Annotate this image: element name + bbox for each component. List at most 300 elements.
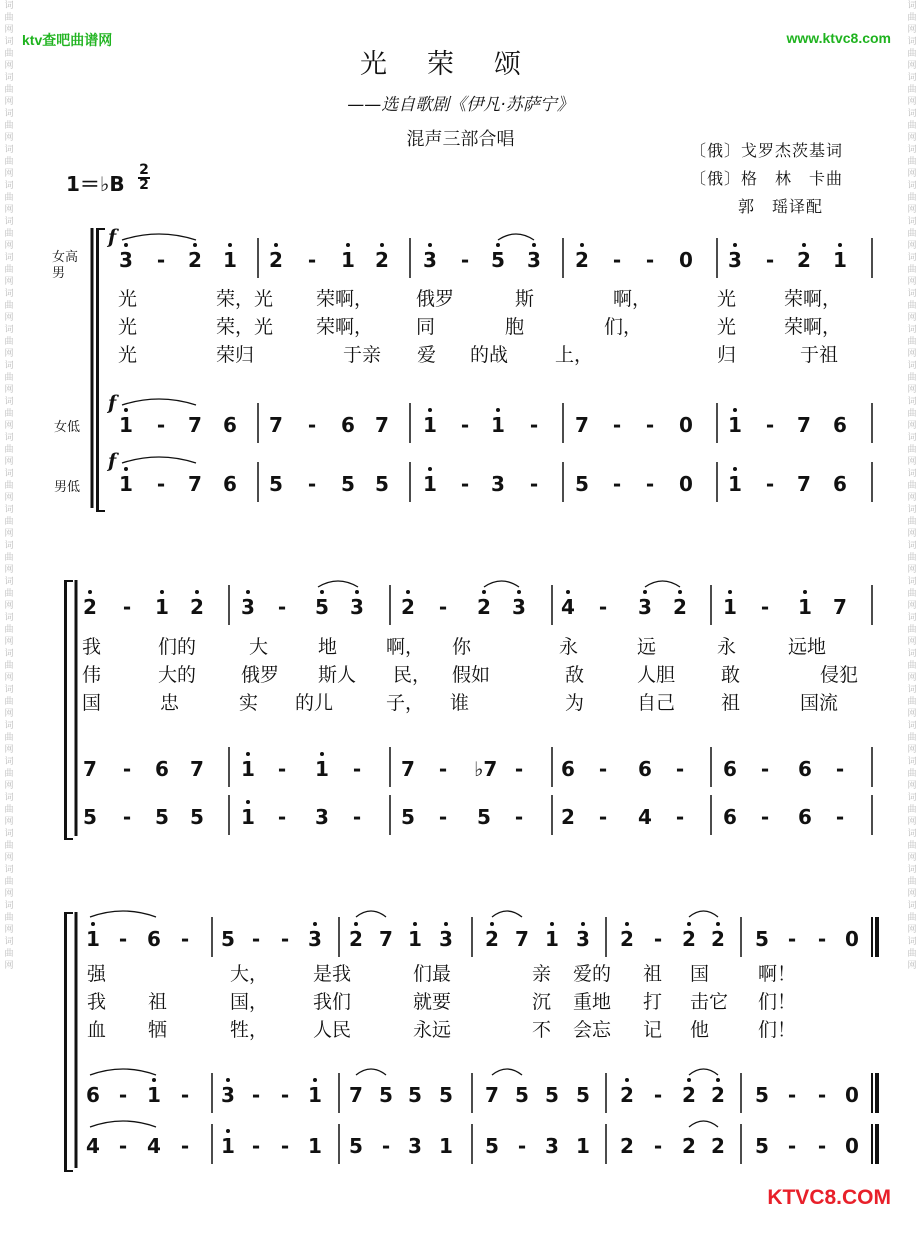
bass-note: - bbox=[438, 805, 448, 829]
bass-note: 3 bbox=[408, 1134, 422, 1158]
melody-note: 2 bbox=[83, 595, 97, 619]
bass-note: - bbox=[307, 472, 317, 496]
bass-note: 6 bbox=[798, 805, 812, 829]
lyric-word: 自己 bbox=[637, 692, 676, 714]
bass-note: 1 bbox=[221, 1134, 235, 1158]
bass-note: 5 bbox=[155, 805, 169, 829]
octave-dot bbox=[346, 243, 350, 247]
slur bbox=[492, 1069, 522, 1075]
side-watermark-right: 词曲网词曲网词曲网词曲网词曲网词曲网词曲网词曲网词曲网词曲网词曲网词曲网词曲网词曲网词曲网词曲网词曲网词曲网词曲网词曲网词曲网词曲网词曲网词曲网词曲网词曲网词曲网 bbox=[907, 1, 917, 971]
bass-note: 5 bbox=[349, 1134, 363, 1158]
bass-note: 5 bbox=[190, 805, 204, 829]
bass-note: 7 bbox=[797, 472, 811, 496]
alto-note: 1 bbox=[241, 757, 255, 781]
slur bbox=[689, 1069, 718, 1075]
octave-dot bbox=[716, 922, 720, 926]
bass-note: - bbox=[787, 1134, 797, 1158]
bass-note: 7 bbox=[188, 472, 202, 496]
lyric-word: 上， bbox=[555, 344, 594, 366]
lyric-word: 们最 bbox=[413, 963, 452, 985]
octave-dot bbox=[496, 408, 500, 412]
melody-note: 5 bbox=[491, 248, 505, 272]
alto-note: - bbox=[307, 413, 317, 437]
alto-note: - bbox=[653, 1083, 663, 1107]
melody-note: - bbox=[122, 595, 132, 619]
octave-dot bbox=[625, 1078, 629, 1082]
bass-note: 5 bbox=[575, 472, 589, 496]
bass-note: - bbox=[277, 805, 287, 829]
alto-note: 7 bbox=[188, 413, 202, 437]
lyric-word: 地 bbox=[318, 636, 338, 658]
bass-note: - bbox=[122, 805, 132, 829]
bass-note: - bbox=[517, 1134, 527, 1158]
lyric-word: 侵犯 bbox=[820, 664, 859, 686]
lyric-word: 荣啊， bbox=[784, 316, 842, 338]
part-label-soprano-tenor: 女高男 bbox=[52, 250, 79, 281]
lyric-word: 假如 bbox=[452, 664, 491, 686]
bass-note: - bbox=[529, 472, 539, 496]
melody-note: - bbox=[645, 248, 655, 272]
lyric-word: 爱的 bbox=[573, 963, 612, 985]
lyric-word: 大 bbox=[249, 636, 269, 658]
lyric-word: 亲 bbox=[532, 963, 552, 985]
alto-note: 5 bbox=[576, 1083, 590, 1107]
octave-dot bbox=[195, 590, 199, 594]
composer-credit: 〔俄〕格 林 卡曲 bbox=[690, 169, 844, 188]
lyric-word: 永 bbox=[559, 636, 579, 658]
lyric-word: 牺 bbox=[148, 1019, 168, 1041]
melody-note: 3 bbox=[638, 595, 652, 619]
alto-note: 5 bbox=[439, 1083, 453, 1107]
lyric-word: 打 bbox=[643, 991, 663, 1013]
octave-dot bbox=[152, 1078, 156, 1082]
melody-note: 5 bbox=[755, 927, 769, 951]
subtitle: ——选自歌剧《伊凡·苏萨宁》 bbox=[347, 95, 574, 115]
octave-dot bbox=[496, 243, 500, 247]
octave-dot bbox=[226, 1078, 230, 1082]
alto-note: 5 bbox=[755, 1083, 769, 1107]
bass-note: - bbox=[514, 805, 524, 829]
lyric-word: 斯 bbox=[515, 288, 535, 310]
bass-note: 0 bbox=[845, 1134, 859, 1158]
octave-dot bbox=[482, 590, 486, 594]
bass-note: 1 bbox=[119, 472, 133, 496]
octave-dot bbox=[228, 243, 232, 247]
lyric-word: 国流 bbox=[800, 692, 839, 714]
lyric-word: 的战 bbox=[470, 344, 509, 366]
alto-note: - bbox=[156, 413, 166, 437]
lyric-word: 血 bbox=[87, 1019, 107, 1041]
bass-note: - bbox=[835, 805, 845, 829]
melody-note: - bbox=[765, 248, 775, 272]
alto-note: - bbox=[787, 1083, 797, 1107]
melody-note: 7 bbox=[833, 595, 847, 619]
slur bbox=[689, 1121, 718, 1127]
alto-note: - bbox=[675, 757, 685, 781]
slur bbox=[356, 1069, 386, 1075]
bass-note: 3 bbox=[545, 1134, 559, 1158]
lyric-word: 就要 bbox=[413, 991, 452, 1013]
alto-note: - bbox=[277, 757, 287, 781]
octave-dot bbox=[313, 1078, 317, 1082]
alto-note: - bbox=[118, 1083, 128, 1107]
bass-note: 5 bbox=[485, 1134, 499, 1158]
lyric-word: 啊， bbox=[613, 288, 652, 310]
bass-note: - bbox=[817, 1134, 827, 1158]
melody-note: 3 bbox=[423, 248, 437, 272]
lyric-word: 民， bbox=[393, 664, 432, 686]
bass-note: - bbox=[280, 1134, 290, 1158]
lyric-word: 归 bbox=[717, 344, 737, 366]
lyric-word: 的儿 bbox=[295, 692, 334, 714]
lyric-word: 人民 bbox=[313, 1019, 352, 1041]
lyric-word: 胞 bbox=[505, 316, 525, 338]
bass-note: 3 bbox=[315, 805, 329, 829]
alto-note: 7 bbox=[375, 413, 389, 437]
alto-note: 1 bbox=[315, 757, 329, 781]
alto-note: - bbox=[645, 413, 655, 437]
bass-note: 1 bbox=[241, 805, 255, 829]
melody-note: 3 bbox=[439, 927, 453, 951]
lyric-word: 不 bbox=[532, 1019, 552, 1041]
alto-note: 5 bbox=[545, 1083, 559, 1107]
melody-note: 2 bbox=[485, 927, 499, 951]
lyric-word: 击它 bbox=[690, 991, 729, 1013]
lyric-word: 实 bbox=[239, 692, 259, 714]
lyric-word: 敢 bbox=[721, 664, 741, 686]
melody-note: 1 bbox=[408, 927, 422, 951]
alto-note: 7 bbox=[190, 757, 204, 781]
lyric-word: 敌 bbox=[565, 664, 585, 686]
bass-note: 4 bbox=[86, 1134, 100, 1158]
octave-dot bbox=[274, 243, 278, 247]
alto-note: 7 bbox=[349, 1083, 363, 1107]
lyric-word: 人胆 bbox=[637, 664, 676, 686]
bass-note: 5 bbox=[477, 805, 491, 829]
melody-note: 2 bbox=[673, 595, 687, 619]
octave-dot bbox=[733, 243, 737, 247]
octave-dot bbox=[625, 922, 629, 926]
octave-dot bbox=[643, 590, 647, 594]
alto-note: 7 bbox=[797, 413, 811, 437]
melody-note: 2 bbox=[575, 248, 589, 272]
melody-note: - bbox=[817, 927, 827, 951]
lyric-word: 们！ bbox=[758, 1019, 797, 1041]
alto-note: 6 bbox=[86, 1083, 100, 1107]
octave-dot bbox=[803, 590, 807, 594]
melody-note: - bbox=[598, 595, 608, 619]
melody-note: 1 bbox=[223, 248, 237, 272]
site-logo-bottom[interactable]: KTVC8.COM bbox=[767, 1186, 891, 1209]
bass-note: - bbox=[460, 472, 470, 496]
alto-note: - bbox=[280, 1083, 290, 1107]
octave-dot bbox=[380, 243, 384, 247]
alto-note: - bbox=[180, 1083, 190, 1107]
alto-note: - bbox=[598, 757, 608, 781]
lyric-word: 爱 bbox=[417, 344, 437, 366]
octave-dot bbox=[428, 243, 432, 247]
bass-note: 1 bbox=[308, 1134, 322, 1158]
octave-dot bbox=[413, 922, 417, 926]
bass-note: - bbox=[645, 472, 655, 496]
melody-note: - bbox=[787, 927, 797, 951]
slur bbox=[122, 399, 196, 405]
alto-note: 7 bbox=[269, 413, 283, 437]
bass-note: 5 bbox=[83, 805, 97, 829]
octave-dot bbox=[354, 922, 358, 926]
alto-note: - bbox=[460, 413, 470, 437]
lyric-word: 啊！ bbox=[758, 963, 797, 985]
slur bbox=[498, 234, 534, 240]
melody-note: - bbox=[180, 927, 190, 951]
lyric-word: 光 bbox=[118, 288, 138, 310]
octave-dot bbox=[313, 922, 317, 926]
lyric-word: 远地 bbox=[788, 636, 827, 658]
octave-dot bbox=[246, 590, 250, 594]
alto-note: - bbox=[529, 413, 539, 437]
bass-note: 6 bbox=[723, 805, 737, 829]
alto-note: 6 bbox=[798, 757, 812, 781]
slur bbox=[356, 911, 386, 917]
alto-note: 1 bbox=[119, 413, 133, 437]
melody-note: 1 bbox=[723, 595, 737, 619]
lyric-word: 俄罗 bbox=[241, 664, 280, 686]
melody-note: 3 bbox=[527, 248, 541, 272]
translator-credit: 郭 瑶译配 bbox=[738, 197, 824, 216]
lyric-word: 荣啊， bbox=[316, 316, 374, 338]
melody-note: 3 bbox=[576, 927, 590, 951]
lyric-word: 们！ bbox=[758, 991, 797, 1013]
lyric-word: 荣归 bbox=[216, 344, 255, 366]
melody-note: 3 bbox=[350, 595, 364, 619]
melody-note: 7 bbox=[379, 927, 393, 951]
slur bbox=[90, 1121, 156, 1127]
melody-note: 2 bbox=[620, 927, 634, 951]
melody-note: 0 bbox=[679, 248, 693, 272]
lyricist-credit: 〔俄〕戈罗杰茨基词 bbox=[690, 141, 844, 160]
bass-note: 5 bbox=[341, 472, 355, 496]
lyric-word: 忠 bbox=[160, 692, 180, 714]
alto-note: - bbox=[835, 757, 845, 781]
slur bbox=[122, 234, 196, 240]
octave-dot bbox=[193, 243, 197, 247]
bass-note: 1 bbox=[728, 472, 742, 496]
lyric-word: 伟 bbox=[82, 664, 102, 686]
alto-note: 7 bbox=[83, 757, 97, 781]
lyric-word: 大的 bbox=[158, 664, 197, 686]
octave-dot bbox=[160, 590, 164, 594]
lyric-word: 祖 bbox=[721, 692, 741, 714]
alto-note: 6 bbox=[155, 757, 169, 781]
octave-dot bbox=[246, 752, 250, 756]
bass-note: - bbox=[653, 1134, 663, 1158]
slur bbox=[645, 581, 680, 587]
lyric-word: 荣，光 bbox=[216, 316, 274, 338]
octave-dot bbox=[687, 1078, 691, 1082]
bass-note: - bbox=[352, 805, 362, 829]
alto-note: - bbox=[352, 757, 362, 781]
alto-note: ♭7 bbox=[474, 757, 498, 781]
part-label-bass: 男低 bbox=[54, 480, 81, 495]
site-watermark-left[interactable]: ktv查吧曲谱网 bbox=[22, 32, 113, 48]
alto-note: 5 bbox=[515, 1083, 529, 1107]
alto-note: - bbox=[760, 757, 770, 781]
bass-note: - bbox=[612, 472, 622, 496]
lyric-word: 沉 bbox=[532, 991, 552, 1013]
octave-dot bbox=[580, 243, 584, 247]
melody-note: 2 bbox=[477, 595, 491, 619]
bass-note: 5 bbox=[401, 805, 415, 829]
melody-note: 1 bbox=[833, 248, 847, 272]
bass-note: 5 bbox=[269, 472, 283, 496]
octave-dot bbox=[517, 590, 521, 594]
melody-note: 4 bbox=[561, 595, 575, 619]
melody-note: - bbox=[156, 248, 166, 272]
alto-note: 6 bbox=[723, 757, 737, 781]
bass-note: - bbox=[675, 805, 685, 829]
lyric-word: 谁 bbox=[450, 692, 470, 714]
octave-dot bbox=[320, 752, 324, 756]
lyric-word: 斯人 bbox=[318, 664, 357, 686]
alto-note: 5 bbox=[408, 1083, 422, 1107]
lyric-word: 俄罗 bbox=[416, 288, 455, 310]
alto-note: 7 bbox=[575, 413, 589, 437]
lyric-word: 我 bbox=[82, 636, 102, 658]
lyric-word: 永 bbox=[717, 636, 737, 658]
bass-note: 2 bbox=[561, 805, 575, 829]
alto-note: 1 bbox=[423, 413, 437, 437]
melody-note: 6 bbox=[147, 927, 161, 951]
octave-dot bbox=[246, 800, 250, 804]
bass-note: - bbox=[118, 1134, 128, 1158]
melody-note: - bbox=[653, 927, 663, 951]
alto-note: - bbox=[765, 413, 775, 437]
arrangement-label: 混声三部合唱 bbox=[406, 129, 515, 150]
octave-dot bbox=[678, 590, 682, 594]
melody-note: 1 bbox=[341, 248, 355, 272]
alto-note: 1 bbox=[147, 1083, 161, 1107]
alto-note: 0 bbox=[845, 1083, 859, 1107]
alto-note: 5 bbox=[379, 1083, 393, 1107]
octave-dot bbox=[124, 243, 128, 247]
melody-note: - bbox=[251, 927, 261, 951]
lyric-word: 我们 bbox=[313, 991, 352, 1013]
melody-note: 5 bbox=[221, 927, 235, 951]
lyric-word: 们， bbox=[604, 316, 643, 338]
melody-note: 2 bbox=[269, 248, 283, 272]
melody-note: 2 bbox=[190, 595, 204, 619]
lyric-word: 祖 bbox=[148, 991, 168, 1013]
octave-dot bbox=[406, 590, 410, 594]
melody-note: - bbox=[307, 248, 317, 272]
bass-note: 5 bbox=[375, 472, 389, 496]
bass-note: 1 bbox=[423, 472, 437, 496]
melody-note: 2 bbox=[188, 248, 202, 272]
lyric-word: 牲， bbox=[230, 1019, 269, 1041]
bass-note: - bbox=[760, 805, 770, 829]
lyric-word: 荣，光 bbox=[216, 288, 274, 310]
alto-note: - bbox=[612, 413, 622, 437]
alto-note: 6 bbox=[341, 413, 355, 437]
alto-note: - bbox=[817, 1083, 827, 1107]
lyric-word: 你 bbox=[452, 636, 472, 658]
alto-note: 7 bbox=[485, 1083, 499, 1107]
alto-note: 0 bbox=[679, 413, 693, 437]
octave-dot bbox=[566, 590, 570, 594]
slur bbox=[318, 581, 358, 587]
lyric-word: 光 bbox=[118, 344, 138, 366]
lyric-word: 永远 bbox=[413, 1019, 452, 1041]
lyric-word: 国， bbox=[230, 991, 269, 1013]
bass-note: 4 bbox=[638, 805, 652, 829]
melody-note: - bbox=[612, 248, 622, 272]
octave-dot bbox=[581, 922, 585, 926]
alto-note: - bbox=[251, 1083, 261, 1107]
octave-dot bbox=[550, 922, 554, 926]
bass-note: - bbox=[765, 472, 775, 496]
melody-note: 1 bbox=[545, 927, 559, 951]
melody-note: 0 bbox=[845, 927, 859, 951]
octave-dot bbox=[91, 922, 95, 926]
melody-note: 5 bbox=[315, 595, 329, 619]
octave-dot bbox=[88, 590, 92, 594]
octave-dot bbox=[428, 467, 432, 471]
slur bbox=[689, 911, 718, 917]
melody-note: 3 bbox=[241, 595, 255, 619]
octave-dot bbox=[802, 243, 806, 247]
lyric-word: 于亲 bbox=[343, 344, 382, 366]
melody-note: 1 bbox=[798, 595, 812, 619]
melody-note: 2 bbox=[711, 927, 725, 951]
alto-note: 1 bbox=[728, 413, 742, 437]
octave-dot bbox=[716, 1078, 720, 1082]
lyric-word: 会忘 bbox=[573, 1019, 612, 1041]
melody-note: - bbox=[118, 927, 128, 951]
time-signature-bottom: 2 bbox=[139, 177, 149, 193]
page-title: 光荣颂 bbox=[360, 49, 561, 80]
melody-note: 2 bbox=[401, 595, 415, 619]
octave-dot bbox=[490, 922, 494, 926]
lyric-word: 于祖 bbox=[800, 344, 839, 366]
octave-dot bbox=[226, 1129, 230, 1133]
lyric-word: 强 bbox=[87, 963, 107, 985]
lyric-word: 祖 bbox=[643, 963, 663, 985]
melody-note: 3 bbox=[512, 595, 526, 619]
lyric-word: 光 bbox=[118, 316, 138, 338]
bass-note: 2 bbox=[682, 1134, 696, 1158]
melody-note: - bbox=[438, 595, 448, 619]
alto-note: 2 bbox=[682, 1083, 696, 1107]
octave-dot bbox=[124, 408, 128, 412]
melody-note: 2 bbox=[349, 927, 363, 951]
slur bbox=[492, 911, 522, 917]
bass-note: - bbox=[598, 805, 608, 829]
alto-note: - bbox=[122, 757, 132, 781]
alto-note: 1 bbox=[491, 413, 505, 437]
key-signature: 1＝♭B bbox=[66, 172, 125, 196]
dynamic-mark-alto: f bbox=[108, 392, 117, 414]
octave-dot bbox=[838, 243, 842, 247]
melody-note: - bbox=[760, 595, 770, 619]
bass-note: 6 bbox=[833, 472, 847, 496]
slur bbox=[90, 1069, 156, 1075]
time-signature-top: 2 bbox=[139, 162, 149, 178]
alto-note: 6 bbox=[223, 413, 237, 437]
site-watermark-right[interactable]: www.ktvc8.com bbox=[786, 30, 891, 46]
bass-note: 4 bbox=[147, 1134, 161, 1158]
dynamic-mark-soprano: f bbox=[108, 226, 117, 248]
alto-note: - bbox=[514, 757, 524, 781]
